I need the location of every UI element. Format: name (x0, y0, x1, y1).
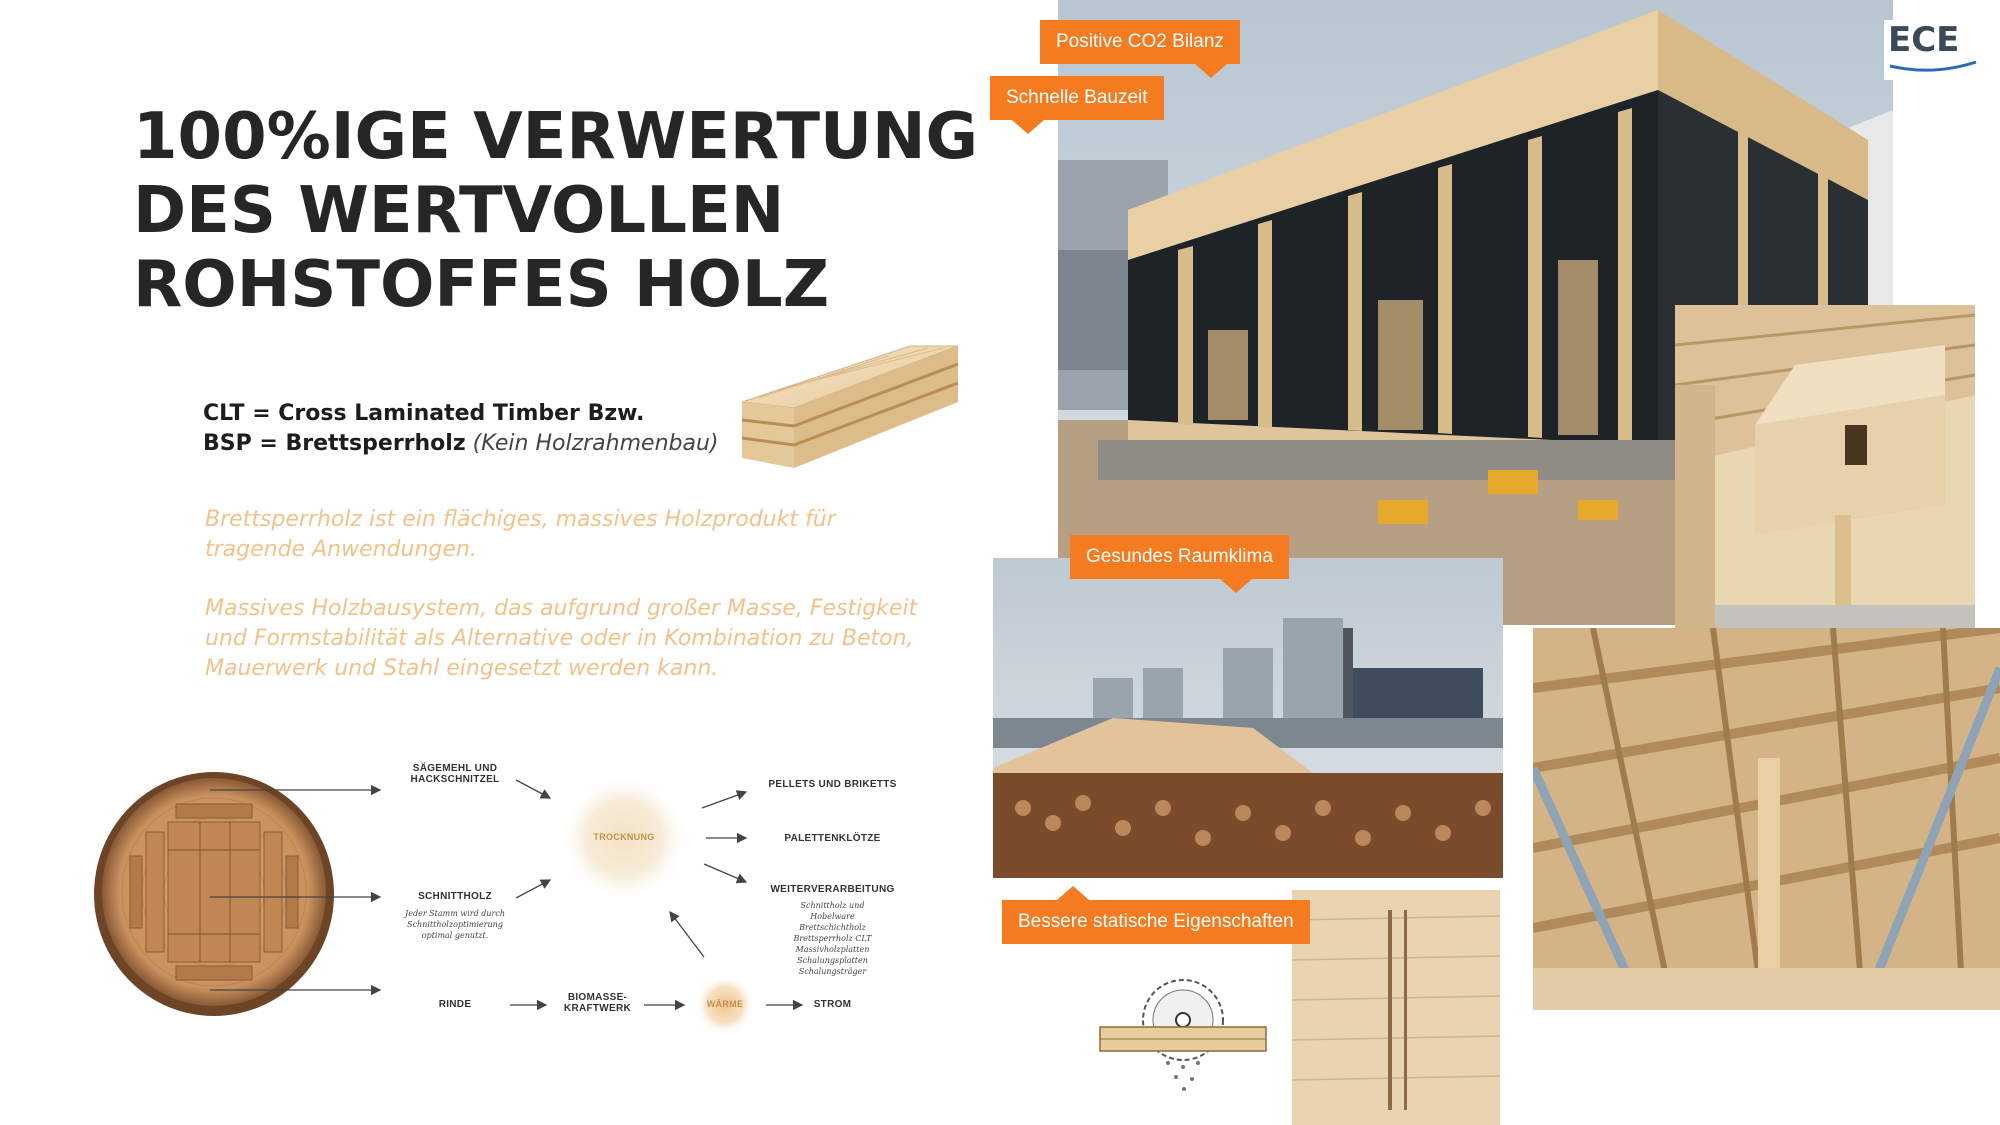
title-line-1: 100%IGE VERWERTUNG (133, 100, 979, 174)
roof-structure-photo (1533, 628, 2000, 1010)
sawmill-photo (993, 558, 1503, 878)
title-line-2: DES WERTVOLLEN (133, 174, 785, 248)
label-rinde: RINDE (438, 999, 472, 1010)
callout-statische-eigenschaften (1002, 900, 1310, 944)
page-title (133, 100, 978, 322)
label-biomasse: BIOMASSE-KRAFTWERK (563, 992, 632, 1014)
callout-pointer (1012, 120, 1044, 134)
paragraph-2: Massives Holzbausystem, das aufgrund großer Masse, Festigkeit und Formstabilität als Alternative oder in Kombination zu Beton, Mauerwerk und Stahl eingesetzt werden kann. (205, 596, 918, 681)
label-waerme: WÄRME (706, 999, 744, 1009)
logo-swoosh (1888, 60, 1978, 74)
definition-clt: CLT = Cross Laminated Timber Bzw. (203, 401, 645, 426)
callout-pointer (1057, 886, 1089, 900)
label-palettenkloetze: PALETTENKLÖTZE (784, 833, 881, 844)
callout-pointer (1195, 64, 1227, 78)
callout-co2-bilanz (1040, 20, 1240, 64)
label-schnittholz: SCHNITTHOLZ (418, 891, 492, 902)
callout-gesundes-raumklima (1070, 535, 1289, 579)
note-schnittholz: Jeder Stamm wird durch Schnittholzoptimierung optimal genutzt. (405, 909, 505, 940)
callout-raumklima-label: Gesundes Raumklima (1086, 546, 1273, 567)
callout-co2-label: Positive CO2 Bilanz (1056, 31, 1224, 52)
clt-closeup-photo (1292, 890, 1500, 1125)
definition-line-2 (203, 431, 718, 456)
label-saegemehl: SÄGEMEHL UND HACKSCHNITZEL (410, 763, 500, 785)
clt-panel-image (738, 340, 963, 480)
label-trocknung: TROCKNUNG (593, 832, 655, 842)
title-line-3: ROHSTOFFES HOLZ (133, 248, 830, 322)
paragraph-1: Brettsperrholz ist ein flächiges, massives Holzprodukt für tragende Anwendungen. (205, 507, 836, 562)
label-strom: STROM (813, 999, 852, 1010)
label-weiterverarbeitung: WEITERVERARBEITUNG (770, 884, 895, 895)
label-pellets: PELLETS UND BRIKETTS (768, 779, 897, 790)
callout-statik-label: Bessere statische Eigenschaften (1018, 911, 1294, 932)
logo-text: ECE (1888, 20, 1960, 60)
definition-line-1 (203, 401, 644, 426)
ece-logo (1884, 20, 1984, 80)
definition-bsp: BSP = Brettsperrholz (203, 431, 466, 456)
callout-pointer (1220, 579, 1252, 593)
circular-saw-icon (1098, 975, 1268, 1095)
note-weiterverarbeitung: Schnittholz und Hobelware Brettschichtholz Brettsperrholz CLT Massivholzplatten Schalungsplatten Schalungsträger (793, 901, 872, 976)
definition-note: (Kein Holzrahmenbau) (472, 431, 719, 456)
callout-bauzeit-label: Schnelle Bauzeit (1006, 87, 1148, 108)
callout-schnelle-bauzeit (990, 76, 1164, 120)
